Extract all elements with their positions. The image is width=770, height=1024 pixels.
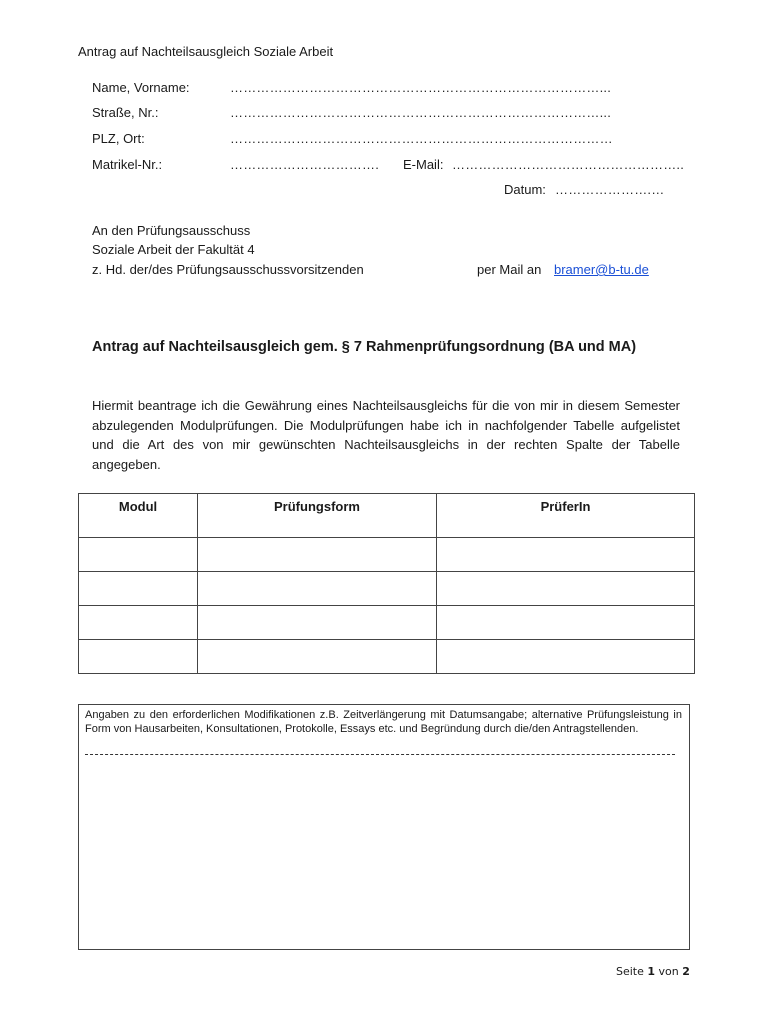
footer-total-pages: 2 [682,965,690,978]
footer-page-number: 1 [647,965,656,978]
table-cell[interactable] [79,606,198,640]
datum-field[interactable]: ………………….… [555,182,665,197]
email-field[interactable]: …………………………………………….. [452,157,685,172]
email-label: E-Mail: [403,157,444,172]
name-field[interactable]: …………………………………………………………………………... [230,80,612,95]
footer-von: von [658,965,679,978]
recipient-line-2: Soziale Arbeit der Fakultät 4 [92,242,255,257]
plz-label: PLZ, Ort: [92,131,145,146]
table-cell[interactable] [437,572,695,606]
table-cell[interactable] [198,538,437,572]
form-heading: Antrag auf Nachteilsausgleich gem. § 7 Rahmenprüfungsordnung (BA und MA) [92,339,637,355]
exam-table [78,493,695,674]
mail-prefix: per Mail an [477,262,542,277]
page-footer [616,965,690,978]
table-header-row [79,494,695,538]
footer-seite: Seite [616,965,644,978]
column-header-prueferin: PrüferIn [437,494,695,538]
table-row [79,572,695,606]
intro-paragraph: Hiermit beantrage ich die Gewährung eines Nachteilsausgleichs für die von mir in diesem Semester abzulegenden Modulprüfungen. Die Modulprüfungen habe ich in nachfolgender Tabelle aufgelistet und die Art des von mir gewünschten Nachteilsausgleichs in der rechten Spalte der Tabelle angegeben. [92,398,680,472]
matrikel-label: Matrikel-Nr.: [92,157,163,172]
table-cell[interactable] [437,640,695,674]
table-cell[interactable] [437,606,695,640]
street-field[interactable]: …………………………………………………………………………... [230,105,612,120]
name-label: Name, Vorname: [92,80,190,95]
table-cell[interactable] [198,572,437,606]
mail-link[interactable]: bramer@b-tu.de [554,262,649,277]
modifications-instructions: Angaben zu den erforderlichen Modifikationen z.B. Zeitverlängerung mit Datumsangabe; alternative Prüfungsleistung in Form von Hausarbeiten, Konsultationen, Protokolle, Essays etc. und Begründung durch die/den Antragstellenden. [85,709,682,735]
table-cell[interactable] [437,538,695,572]
recipient-line-1: An den Prüfungsausschuss [92,223,251,238]
column-header-modul: Modul [79,494,198,538]
table-cell[interactable] [79,572,198,606]
table-cell[interactable] [198,640,437,674]
modifications-box[interactable] [78,704,690,950]
column-header-pruefungsform: Prüfungsform [198,494,437,538]
document-title: Antrag auf Nachteilsausgleich Soziale Arbeit [78,44,334,59]
table-row [79,640,695,674]
table-cell[interactable] [198,606,437,640]
matrikel-field[interactable]: ……………………………. [230,157,380,172]
street-label: Straße, Nr.: [92,105,159,120]
plz-field[interactable]: …………………………………………………………………………… [230,131,613,146]
table-cell[interactable] [79,538,198,572]
table-row [79,606,695,640]
datum-label: Datum: [504,182,546,197]
table-cell[interactable] [79,640,198,674]
table-row [79,538,695,572]
dashed-divider [85,754,675,755]
recipient-line-3: z. Hd. der/des Prüfungsausschussvorsitzenden [92,262,364,277]
